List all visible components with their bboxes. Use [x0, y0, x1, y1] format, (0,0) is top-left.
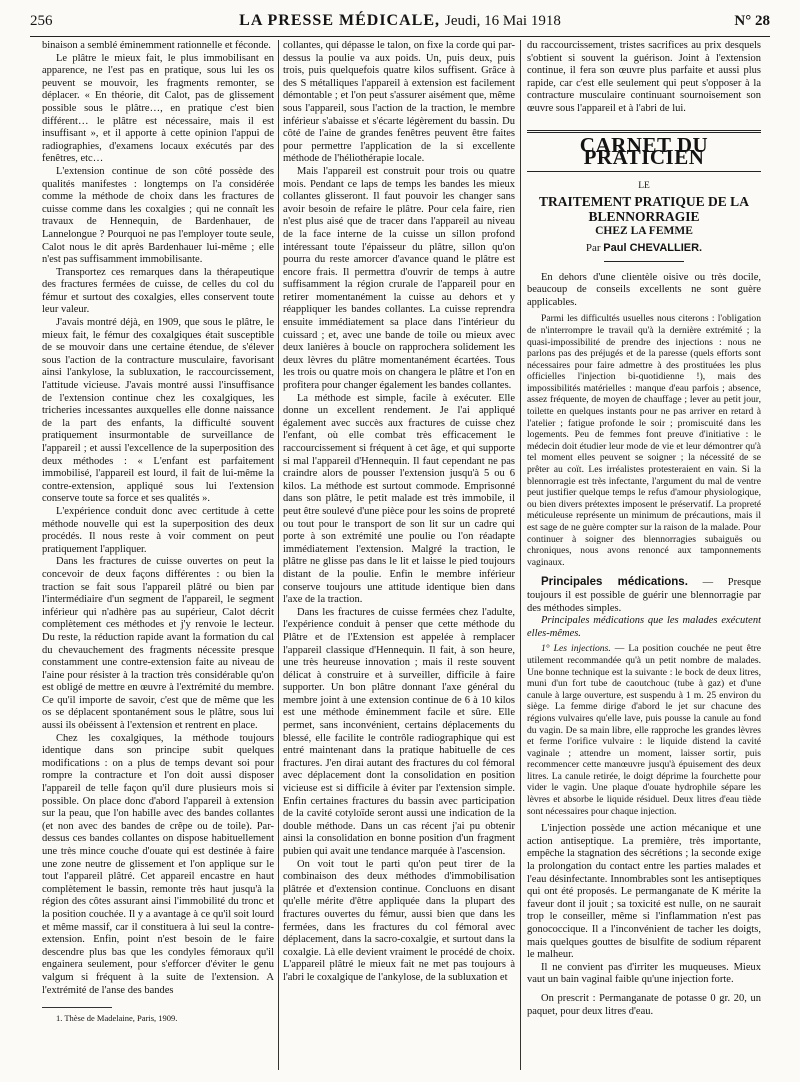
- article-column-1: [42, 40, 274, 1070]
- paragraph: Le plâtre le mieux fait, le plus immobilisant en apparence, ne l'est pas en pratique, sous lui les os peuvent se mouvoir, les fragments remonter, se déplacer. « En théorie, dit Calot, pas de glissement possible sous le plâtre…, en pratique c'est bien différent… le plâtre est nécessaire, mais il est insuffisant », et il apporte à cette opinion l'appui de radiographies, d'examens locaux exécutés par des fenêtres, etc…: [42, 52, 274, 165]
- paragraph: On voit tout le parti qu'on peut tirer de la combinaison des deux méthodes d'immobilisation plâtrée et d'extension continue. Concluons en disant qu'elle mérite d'être appliquée dans la plupart des fractures ouvertes du fémur, aussi bien que dans les fermées, dans les fractures du col fémoral avec déplacement, dans la sacro-coxalgie, et surtout dans la coxalgie. Là elle devient vraiment le procédé de choix. L'appareil plâtré le mieux fait ne met pas toujours à l'abri le coxalgique de l'ankylose, de la subluxation et: [283, 858, 515, 983]
- injections-heading: 1° Les injections.: [541, 643, 611, 655]
- article-title: TRAITEMENT PRATIQUE DE LA BLENNORRAGIE: [539, 194, 749, 225]
- column-divider: [278, 40, 279, 1070]
- paragraph: En dehors d'une clientèle oisive ou très docile, beaucoup de conseils excellents ne sont guère applicables.: [527, 271, 761, 308]
- paragraph: du raccourcissement, tristes sacrifices au prix desquels s'obtient si souvent la guérison. Joint à l'extension continue, il fera son œuvre plus parfaite et aussi plus rapide, car c'est elle seulement qui peut s'opposer à la contracture musculaire continuant sournoisement son œuvre sous l'appareil et à l'abri de lui.: [527, 40, 761, 114]
- paragraph: Parmi les difficultés usuelles nous citerons : l'obligation de n'interrompre le travail qu'à la dernière extrémité ; la quasi-impossibilité de prendre des injections : nous ne parlons pas des préjugés et de la paresse (quels efforts sont nécessaires pour faire admettre à des prostituées les plus officielles l'injection bi-quotidienne !), mais des impossibilités matérielles : manque d'eau parfois ; absence, assez fréquente, de moyen de chauffage ; lever au petit jour, toilette en quelques instants pour ne pas arriver en retard à l'atelier ; fatigue profonde le soir ; promiscuité dans les logements. Peu de femmes font preuve d'initiative : le médecin doit étudier leur mode de vie et leur démontrer qu'à tel moment elles peuvent se soigner ; la nécessité de se prêter au coït. Les irréalistes protesteraient en vain. Si la blennorragie est très infectante, l'argument du mal de ventre peut justifier quelque temps le refus d'amour physiologique, ou bien divers prétextes imposent le préservatif. La propreté méticuleuse représente un minimum de précautions, mais il est sage de ne guère compter sur la raison de la malade. Pour continuer à soigner des blennorragies subaiguës ou chroniques, nous avons renoncé aux tamponnements vaginaux.: [527, 313, 761, 568]
- byline-prefix: Par: [585, 241, 601, 254]
- paragraph: collantes, qui dépasse le talon, on fixe la corde qui par-dessus la poulie va aux poids. Un, puis deux, puis trois, puis quelquefois quatre kilos suffisent. Grâce à des S métalliques l'appareil à extension est facilement démontable ; et l'on peut s'assurer aisément que, même sous l'appareil, sous l'action de la traction, le membre inférieur s'abaisse et s'écarte légèrement du bassin. Du côté de l'aine de grandes fenêtres peuvent être faites pour permettre l'application de la si excellente méthode de l'héliothérapie locale.: [283, 40, 515, 165]
- page-number: 256: [30, 13, 53, 29]
- article-column-2: [283, 40, 515, 1070]
- journal-name: LA PRESSE MÉDICALE,: [239, 12, 440, 29]
- paragraph: L'expérience conduit donc avec certitude à cette méthode nouvelle qui est la superposition des deux procédés. Il nous reste à voir comment on peut pratiquement l'appliquer.: [42, 505, 274, 555]
- paragraph: J'avais montré déjà, en 1909, que sous le plâtre, le mieux fait, le fémur des coxalgiques était susceptible de se mouvoir dans une certaine étendue, de s'élever sous l'action de la contracture musculaire, favorisant ainsi l'ankylose, la subluxation, le raccourcissement, l'attitude vicieuse. J'avais montré aussi l'insuffisance de l'extension continue chez les coxalgiques, les tricheries incessantes auxquelles elle donne naissance de la part des enfants, la difficulté souvent pratiquement insurmontable de surveillance de l'appareil ; et aussi l'excellence de la superposition des deux méthodes : « L'enfant est parfaitement immobilisé, l'appareil est lourd, il fait de lui-même la contre-extension, appliqué sous lui l'extension conserve toute sa force et ses qualités ».: [42, 317, 274, 505]
- footnote: 1. Thèse de Madelaine, Paris, 1909.: [56, 1013, 178, 1024]
- section-banner: [527, 130, 761, 172]
- subsection-subheading: Principales médications que les malades exécutent elles-mêmes.: [527, 615, 761, 639]
- byline: [527, 242, 761, 255]
- paragraph: La méthode est simple, facile à exécuter. Elle donne un excellent rendement. Je l'ai appliqué également avec succès aux fractures de cuisse chez l'enfant, où elle combat très efficacement le raccourcissement si fréquent à cet âge, et qui supporte si mal l'appareil d'Hennequin. Il faut cependant ne pas craindre alors de pousser l'extension jusqu'à 5 ou 6 kilos. La méthode est surtout commode. Emprisonné dans son plâtre, le petit malade est très immobile, il peut être soulevé d'une pièce pour les soins de propreté ou tout pour le transport de son lit sur un cadre qui porte à son extrémité une poulie ou l'on réadapte immédiatement l'extension. Malgré la traction, le plâtre ne glisse pas dans le lit et laisse le pied toujours distant de la poulie. Enfin le membre inférieur conserve toujours une attitude identique bien dans l'axe de la traction.: [283, 392, 515, 606]
- injections-paragraph: [527, 643, 761, 817]
- paragraph: Transportez ces remarques dans la thérapeutique des fractures fermées de cuisse, de celles du col du fémur et surtout des coxalgies, elles conservent toute leur valeur.: [42, 266, 274, 316]
- paragraph: On prescrit : Permanganate de potasse 0 gr. 20, un paquet, pour deux litres d'eau.: [527, 992, 761, 1017]
- paragraph: Chez les coxalgiques, la méthode toujours identique dans son principe subit quelques modifications : on a plus de temps devant soi pour rompre la contracture et l'on doit aussi disposer l'appareil de telle façon qu'il dure plusieurs mois si possible. On place donc d'abord l'appareil à extension sur la peau, que l'on habille avec des bandes collantes (et non avec des bandes de crêpe ou de toile). Par-dessus ces bandes collantes on dispose habituellement une très mince couche d'ouate qui est destinée à faire une zone neutre de glissement et l'on applique sur le tout l'appareil plâtré. Cet appareil encastre en haut complètement le bassin, remonte très haut jusqu'à la région des côtes assurant ainsi l'immobilité du tronc et la position couchée. Il y a avantage à ce qu'il soit lourd et même massif, car il constituera à lui seul la contre-extension. Enfin, point n'est besoin de le faire descendre plus bas que les condyles fémoraux qu'il engainera seulement, pour s'efforcer d'éviter le genu valgum si fréquent à la suite de l'extension. A l'extrémité de l'anse des bandes: [42, 732, 274, 996]
- issue-date: Jeudi, 16 Mai 1918: [445, 13, 561, 29]
- section-title: CARNET DU PRATICIEN: [579, 132, 709, 170]
- column-divider: [520, 40, 521, 1070]
- article-column-3: [527, 40, 761, 1070]
- paragraph: Dans les fractures de cuisse ouvertes on peut la concevoir de deux façons différentes : ou bien la traction se fait sous l'appareil plâtré ou bien par l'intermédiaire d'un segment de l'appareil, le segment inférieur qui n'adhère pas au supérieur, Calot décrit complètement ces méthodes et j'y renvoie le lecteur. Du reste, la réduction rapide avant la formation du cal du chevauchement des fragments nécessite presque constamment une contre-extension faite au niveau de l'aine pour résister à la traction très considérable qu'on est obligé de mettre en œuvre à l'extrémité du membre. Ce qu'il importe de savoir, c'est que de même que les os se déplacent spontanément sous le plâtre, sous lui aussi ils obéissent à l'extension et rentrent en place.: [42, 556, 274, 732]
- paragraph: L'extension continue de son côté possède des qualités manifestes : longtemps on l'a considérée comme la méthode de choix dans les fractures de cuisse comme dans les coxalgies ; qui ne connaît les travaux de Hennequin, de Bardenhauer, de Lannelongue ? Pourquoi ne pas l'employer toute seule, Calot nous le dit après Bardenhauer lui-même ; elle n'est pas suffisamment immobilisante.: [42, 165, 274, 266]
- paragraph: Mais l'appareil est construit pour trois ou quatre mois. Pendant ce laps de temps les bandes les mieux collantes glisseront. Il faut pouvoir les changer sans avoir besoin de refaire le plâtre. Pour cela faire, rien n'est plus aisé que de tracer dans l'appareil au niveau de la face interne de la cuisse un sillon profond intéressant toute l'épaisseur du plâtre, sillon qu'on pourra du reste amorcer d'avance quand le plâtre est encore frais. Il permettra d'ouvrir de temps à autre suffisamment la région crurale de l'appareil pour en retirer momentanément la cuisse au dehors et y réappliquer les bandes collantes. La cuisse reprendra ensuite immédiatement sa place dans l'intérieur du cuissard ; et, avec une bande de toile ou mieux avec deux lanières à boucle on rapprochera solidement les deux lèvres du plâtre momentanément écartées. Tous les trois ou quatre mois on changera le plâtre et l'on en profitera pour changer également les bandes collantes.: [283, 165, 515, 392]
- masthead: [30, 12, 770, 30]
- injections-text: — La position couchée ne peut être utilement recommandée qu'à un petit nombre de malades. Une bonne technique est la suivante : le bock de deux litres, muni d'un fort tube de caoutchouc (tube à gaz) et d'une canule à large ouverture, est suspendu à 1 m. 25 environ du siège. La femme dirige d'abord le jet sur chacune des régions vulvaires qu'elle lave, puis pousse la canule au fond du vagin. De sa main libre, elle rapproche les grandes lèvres et ferme l'orifice vulvaire : le liquide distend la cavité vaginale ; attendre un moment, laisser sortir, puis recommencer cette manœuvre jusqu'à épuisement des deux litres. La canule retirée, le doigt déprime la fourchette pour vider le vagin. Une plaque d'ouate hydrophile sépare les lèvres et absorbe le liquide résiduel. Deux litres d'eau tiède sont nécessaires pour chaque injection.: [527, 643, 761, 817]
- subsection-heading: Principales médications.: [541, 576, 688, 589]
- italic-paragraph: [527, 615, 761, 640]
- page-header: [30, 10, 770, 37]
- article-kicker: LE: [638, 180, 650, 191]
- section-paragraph: [527, 576, 761, 615]
- author-name: Paul CHEVALLIER.: [603, 241, 703, 254]
- footnote-rule: [42, 1007, 112, 1008]
- issue-number: N° 28: [734, 13, 770, 29]
- section-text: — Presque toujours il est possible de guérir une blennorragie par des méthodes simples.: [527, 577, 761, 614]
- paragraph: binaison a semblé éminemment rationnelle et féconde.: [42, 40, 271, 51]
- article-subtitle: CHEZ LA FEMME: [595, 225, 693, 238]
- paragraph: Dans les fractures de cuisse fermées chez l'adulte, l'expérience conduit à penser que cette méthode du Plâtre et de l'Extension est appelée à remplacer l'appareil classique d'Hennequin. Il fait, à son heure, une très heureuse innovation ; mais il reste souvent délicat à construire et à surveiller, difficile à faire supporter. Un bon plâtre donnant l'axe général du membre joint à une extension continue de 6 à 10 kilos est une méthode éminemment facile et sûre. Elle permet, sans inconvénient, certains déplacements du blessé, elle facilite le contrôle radiographique qui est entré maintenant dans la pratique habituelle de ces fractures. J'en dirai autant des fractures du col fémoral avec déplacement dont la consolidation en position vicieuse est si difficile à éviter par l'extension simple. Enfin certaines fractures du bassin avec participation de la cavité cotyloïde seront aussi une indication de la double méthode. Dans un cas récent j'ai pu obtenir ainsi la consolidation en bonne position d'un fragment pubien qui avait une tendance marquée à l'ascension.: [283, 606, 515, 857]
- divider: [604, 261, 684, 262]
- paragraph: L'injection possède une action mécanique et une action antiseptique. La première, très importante, empêche la stagnation des sécrétions ; la seconde exige la prolongation du contact entre les parties malades et l'eau désinfectante. Innombrables sont les antiseptiques qui ont été proposés. Le permanganate de K mérite la faveur dont il jouit ; sa toxicité est nulle, on ne saurait trop le conseiller, même si l'inflammation n'est pas gonococcique. Il a l'inconvénient de tacher les doigts, mais quelques gouttes de bisulfite de sodium réparent le malheur.: [527, 823, 761, 961]
- paragraph: Il ne convient pas d'irriter les muqueuses. Mieux vaut un bain vaginal faible qu'une injection forte.: [527, 961, 761, 986]
